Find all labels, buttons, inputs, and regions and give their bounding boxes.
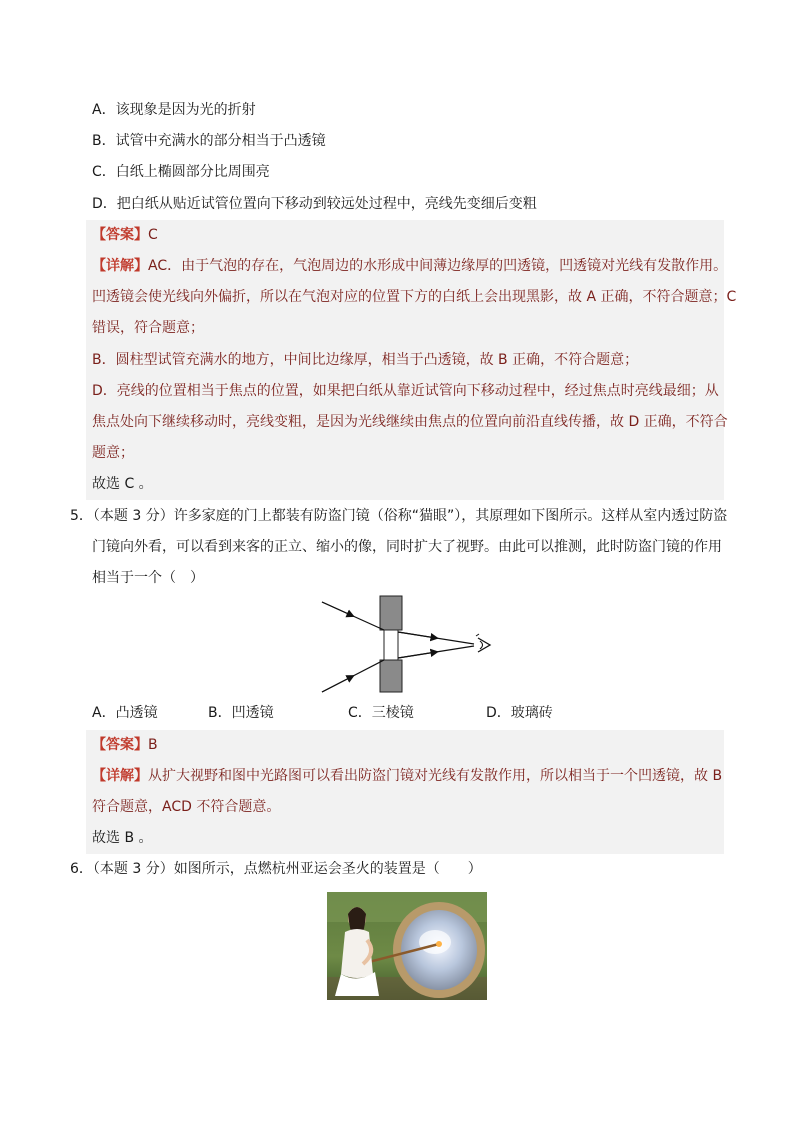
q5-answer (92, 735, 158, 755)
explain-tag: 【详解】 (92, 768, 148, 784)
q4-explain-line-3: 错误，符合题意； (92, 320, 204, 336)
peephole-diagram (318, 592, 498, 698)
q5-stem-line-1: 5．（本题 3 分）许多家庭的门上都装有防盗门镜（俗称“猫眼”），其原理如下图所示。这样从室内透过防盗 (70, 508, 728, 524)
q5-conclusion: 故选 B 。 (92, 830, 153, 846)
q4-option-b: B．试管中充满水的部分相当于凸透镜 (92, 133, 326, 149)
q4-answer (92, 225, 158, 245)
answer-value: C (148, 227, 158, 243)
q5-stem-line-3: 相当于一个（ ） (92, 570, 204, 586)
q4-explain-line-1 (92, 256, 727, 276)
q5-answer-block (86, 730, 724, 854)
q6-stem: 6．（本题 3 分）如图所示，点燃杭州亚运会圣火的装置是（ ） (70, 861, 482, 877)
explain-text: AC．由于气泡的存在，气泡周边的水形成中间薄边缘厚的凹透镜，凹透镜对光线有发散作用。 (148, 258, 728, 274)
q4-option-d: D．把白纸从贴近试管位置向下移动到较远处过程中，亮线先变细后变粗 (92, 196, 537, 212)
answer-tag: 【答案】 (92, 227, 148, 243)
q4-explain-line-4: B．圆柱型试管充满水的地方，中间比边缘厚，相当于凸透镜，故 B 正确，不符合题意； (92, 352, 639, 368)
answer-value: B (148, 737, 158, 753)
q5-option-c: C．三棱镜 (348, 705, 414, 721)
q4-option-a: A．该现象是因为光的折射 (92, 102, 256, 118)
q5-explain-line-2: 符合题意，ACD 不符合题意。 (92, 799, 281, 815)
q4-option-c: C．白纸上椭圆部分比周围亮 (92, 164, 270, 180)
q5-option-d: D．玻璃砖 (486, 705, 553, 721)
q5-stem-line-2: 门镜向外看，可以看到来客的正立、缩小的像，同时扩大了视野。由此可以推测，此时防盗门镜的作用 (92, 539, 722, 555)
q5-option-b: B．凹透镜 (208, 705, 274, 721)
door-upper-block (380, 596, 402, 630)
q4-explain-line-7: 题意； (92, 445, 134, 461)
q4-conclusion: 故选 C 。 (92, 476, 153, 492)
torch-lighting-photo (327, 892, 487, 1000)
eye-icon (476, 634, 490, 652)
q5-explain-line-1 (92, 766, 722, 786)
q4-explain-line-2: 凹透镜会使光线向外偏折，所以在气泡对应的位置下方的白纸上会出现黑影，故 A 正确，不符合题意；C (92, 289, 737, 305)
peephole-lens (384, 630, 398, 660)
door-lower-block (380, 660, 402, 692)
explain-tag: 【详解】 (92, 258, 148, 274)
explain-text: 从扩大视野和图中光路图可以看出防盗门镜对光线有发散作用，所以相当于一个凹透镜，故 B (148, 768, 723, 784)
q5-option-a: A．凸透镜 (92, 705, 158, 721)
answer-tag: 【答案】 (92, 737, 148, 753)
q4-explain-line-5: D．亮线的位置相当于焦点的位置，如果把白纸从靠近试管向下移动过程中，经过焦点时亮线最细；从 (92, 383, 719, 399)
q4-explain-line-6: 焦点处向下继续移动时，亮线变粗，是因为光线继续由焦点的位置向前沿直线传播，故 D 正确，不符合 (92, 414, 728, 430)
q4-answer-block (86, 220, 737, 500)
